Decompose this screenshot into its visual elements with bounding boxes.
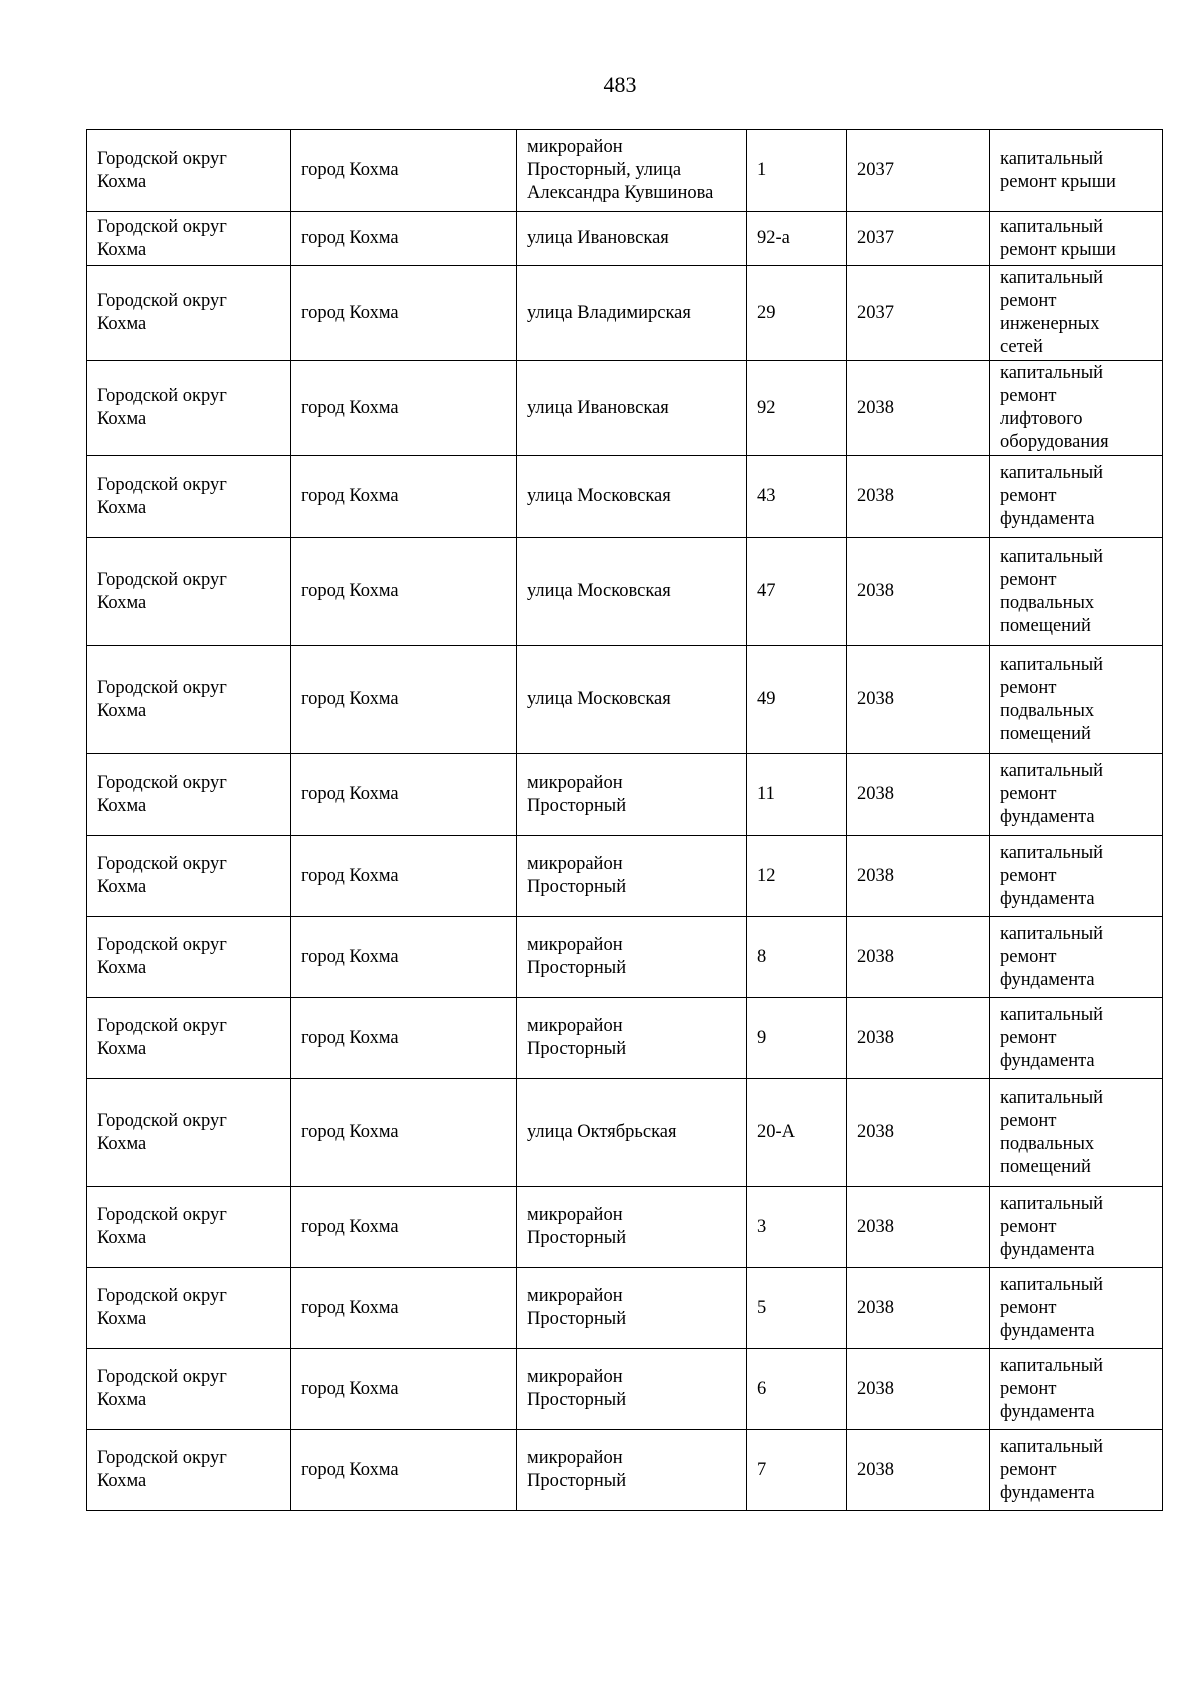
year-cell: 2038	[847, 1349, 990, 1430]
district-cell: Городской округ Кохма	[87, 212, 291, 266]
house-cell: 49	[747, 646, 847, 754]
city-cell: город Кохма	[291, 1349, 517, 1430]
work-type-cell: капитальный ремонт фундамента	[990, 1187, 1163, 1268]
street-cell: микрорайон Просторный, улица Александра Кувшинова	[517, 130, 747, 212]
street-cell: микрорайон Просторный	[517, 998, 747, 1079]
house-cell: 1	[747, 130, 847, 212]
district-cell: Городской округ Кохма	[87, 836, 291, 917]
street-cell: микрорайон Просторный	[517, 917, 747, 998]
table-row	[87, 212, 1163, 266]
year-cell: 2038	[847, 1430, 990, 1511]
year-cell: 2038	[847, 538, 990, 646]
street-cell: микрорайон Просторный	[517, 836, 747, 917]
district-cell: Городской округ Кохма	[87, 1079, 291, 1187]
city-cell: город Кохма	[291, 917, 517, 998]
district-cell: Городской округ Кохма	[87, 998, 291, 1079]
year-cell: 2038	[847, 1268, 990, 1349]
street-cell: улица Владимирская	[517, 266, 747, 361]
table-row	[87, 754, 1163, 836]
page-number: 483	[603, 72, 637, 97]
house-cell: 9	[747, 998, 847, 1079]
work-type-cell: капитальный ремонт фундамента	[990, 1430, 1163, 1511]
city-cell: город Кохма	[291, 1430, 517, 1511]
year-cell: 2037	[847, 212, 990, 266]
district-cell: Городской округ Кохма	[87, 130, 291, 212]
city-cell: город Кохма	[291, 1187, 517, 1268]
year-cell: 2037	[847, 130, 990, 212]
street-cell: улица Ивановская	[517, 361, 747, 456]
work-type-cell: капитальный ремонт подвальных помещений	[990, 1079, 1163, 1187]
table-row	[87, 998, 1163, 1079]
table-row	[87, 646, 1163, 754]
city-cell: город Кохма	[291, 212, 517, 266]
repair-schedule-table	[86, 129, 1163, 1511]
city-cell: город Кохма	[291, 998, 517, 1079]
district-cell: Городской округ Кохма	[87, 1349, 291, 1430]
table-row	[87, 1079, 1163, 1187]
year-cell: 2038	[847, 646, 990, 754]
work-type-cell: капитальный ремонт фундамента	[990, 754, 1163, 836]
street-cell: микрорайон Просторный	[517, 1430, 747, 1511]
house-cell: 8	[747, 917, 847, 998]
district-cell: Городской округ Кохма	[87, 917, 291, 998]
table-row	[87, 836, 1163, 917]
work-type-cell: капитальный ремонт подвальных помещений	[990, 646, 1163, 754]
table-row	[87, 130, 1163, 212]
district-cell: Городской округ Кохма	[87, 1430, 291, 1511]
work-type-cell: капитальный ремонт подвальных помещений	[990, 538, 1163, 646]
year-cell: 2038	[847, 1079, 990, 1187]
table-row	[87, 456, 1163, 538]
city-cell: город Кохма	[291, 266, 517, 361]
city-cell: город Кохма	[291, 361, 517, 456]
year-cell: 2038	[847, 917, 990, 998]
work-type-cell: капитальный ремонт фундамента	[990, 1268, 1163, 1349]
house-cell: 29	[747, 266, 847, 361]
house-cell: 92	[747, 361, 847, 456]
house-cell: 92-а	[747, 212, 847, 266]
district-cell: Городской округ Кохма	[87, 456, 291, 538]
house-cell: 7	[747, 1430, 847, 1511]
district-cell: Городской округ Кохма	[87, 266, 291, 361]
street-cell: микрорайон Просторный	[517, 1349, 747, 1430]
year-cell: 2038	[847, 754, 990, 836]
table-row	[87, 917, 1163, 998]
house-cell: 5	[747, 1268, 847, 1349]
street-cell: улица Московская	[517, 538, 747, 646]
year-cell: 2038	[847, 361, 990, 456]
district-cell: Городской округ Кохма	[87, 1187, 291, 1268]
city-cell: город Кохма	[291, 646, 517, 754]
year-cell: 2037	[847, 266, 990, 361]
street-cell: улица Московская	[517, 456, 747, 538]
table-row	[87, 538, 1163, 646]
street-cell: улица Московская	[517, 646, 747, 754]
district-cell: Городской округ Кохма	[87, 754, 291, 836]
city-cell: город Кохма	[291, 456, 517, 538]
city-cell: город Кохма	[291, 754, 517, 836]
work-type-cell: капитальный ремонт лифтового оборудования	[990, 361, 1163, 456]
work-type-cell: капитальный ремонт фундамента	[990, 836, 1163, 917]
district-cell: Городской округ Кохма	[87, 538, 291, 646]
year-cell: 2038	[847, 456, 990, 538]
year-cell: 2038	[847, 998, 990, 1079]
table-row	[87, 1187, 1163, 1268]
table-row	[87, 1430, 1163, 1511]
table-row	[87, 361, 1163, 456]
house-cell: 43	[747, 456, 847, 538]
work-type-cell: капитальный ремонт крыши	[990, 130, 1163, 212]
work-type-cell: капитальный ремонт фундамента	[990, 917, 1163, 998]
house-cell: 11	[747, 754, 847, 836]
street-cell: улица Октябрьская	[517, 1079, 747, 1187]
street-cell: микрорайон Просторный	[517, 754, 747, 836]
work-type-cell: капитальный ремонт фундамента	[990, 456, 1163, 538]
district-cell: Городской округ Кохма	[87, 361, 291, 456]
house-cell: 12	[747, 836, 847, 917]
city-cell: город Кохма	[291, 1268, 517, 1349]
work-type-cell: капитальный ремонт фундамента	[990, 1349, 1163, 1430]
house-cell: 47	[747, 538, 847, 646]
street-cell: микрорайон Просторный	[517, 1268, 747, 1349]
table-row	[87, 266, 1163, 361]
district-cell: Городской округ Кохма	[87, 646, 291, 754]
year-cell: 2038	[847, 836, 990, 917]
work-type-cell: капитальный ремонт инженерных сетей	[990, 266, 1163, 361]
city-cell: город Кохма	[291, 538, 517, 646]
work-type-cell: капитальный ремонт крыши	[990, 212, 1163, 266]
district-cell: Городской округ Кохма	[87, 1268, 291, 1349]
table-body	[87, 130, 1163, 1511]
table-row	[87, 1268, 1163, 1349]
house-cell: 6	[747, 1349, 847, 1430]
street-cell: улица Ивановская	[517, 212, 747, 266]
house-cell: 20-А	[747, 1079, 847, 1187]
city-cell: город Кохма	[291, 836, 517, 917]
city-cell: город Кохма	[291, 130, 517, 212]
table-row	[87, 1349, 1163, 1430]
year-cell: 2038	[847, 1187, 990, 1268]
street-cell: микрорайон Просторный	[517, 1187, 747, 1268]
city-cell: город Кохма	[291, 1079, 517, 1187]
house-cell: 3	[747, 1187, 847, 1268]
work-type-cell: капитальный ремонт фундамента	[990, 998, 1163, 1079]
